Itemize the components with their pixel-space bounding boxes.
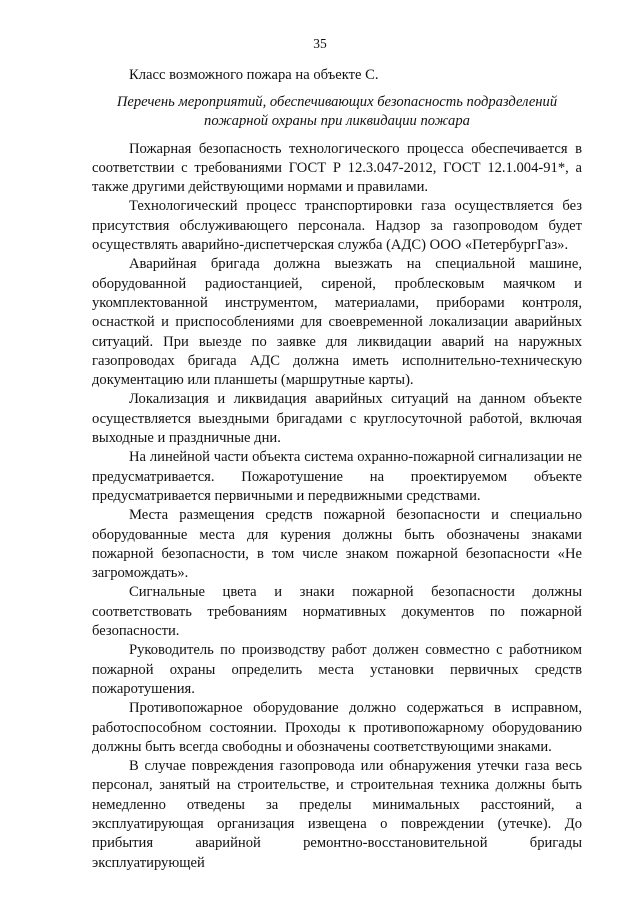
paragraph-safety-signs-placement: Места размещения средств пожарной безопасности и специально оборудованные места для курения должны быть обозначены знаками пожарной безопасности, в том числе знаком пожарной безопасности «Не загромождать». bbox=[92, 507, 582, 582]
section-heading: Перечень мероприятий, обеспечивающих безопасность подразделений пожарной охраны при ликвидации пожара bbox=[116, 94, 558, 130]
document-body bbox=[92, 66, 582, 873]
paragraph-signal-colors: Сигнальные цвета и знаки пожарной безопасности должны соответствовать требованиям нормативных документов по пожарной безопасности. bbox=[92, 584, 582, 640]
paragraph-gas-transport-supervision: Технологический процесс транспортировки газа осуществляется без присутствия обслуживающего персонала. Надзор за газопроводом будет осуществлять аварийно-диспетчерская служба (АДС) ООО «ПетербургГаз». bbox=[92, 198, 582, 254]
page-number: 35 bbox=[313, 36, 327, 51]
paragraph-fire-equipment-maintenance: Противопожарное оборудование должно содержаться в исправном, работоспособном состоянии. Проходы к противопожарному оборудованию должны быть всегда свободны и обозначены соответствующими знаками. bbox=[92, 700, 582, 755]
paragraph-emergency-team-equipment: Аварийная бригада должна выезжать на специальной машине, оборудованной радиостанцией, сиреной, проблесковым маячком и укомплектованной инструментом, материалами, приборами контроля, оснасткой и приспособлениями для своевременной локализации аварийных ситуаций. При выезде по заявке для ликвидации аварий на наружных газопроводах бригада АДС должна иметь исполнительно-техническую документацию или планшеты (маршрутные карты). bbox=[92, 256, 582, 389]
fire-class-line: Класс возможного пожара на объекте С. bbox=[129, 67, 379, 83]
paragraph-fire-alarm-system: На линейной части объекта система охранно-пожарной сигнализации не предусматривается. Пожаротушение на проектируемом объекте предусматривается первичными и передвижными средствами. bbox=[92, 449, 582, 504]
paragraph-work-supervisor: Руководитель по производству работ должен совместно с работником пожарной охраны определить места установки первичных средств пожаротушения. bbox=[92, 642, 582, 697]
paragraph-gas-leak-procedure: В случае повреждения газопровода или обнаружения утечки газа весь персонал, занятый на строительстве, и строительная техника должны быть немедленно отведены за пределы минимальных расстояний, а эксплуатирующая организация извещена о повреждении (утечке). До прибытия аварийной ремонтно-восстановительной бригады эксплуатирующей bbox=[92, 758, 582, 871]
paragraph-emergency-localization: Локализация и ликвидация аварийных ситуаций на данном объекте осуществляется выездными бригадами с круглосуточной работой, включая выходные и праздничные дни. bbox=[92, 391, 582, 447]
paragraph-fire-safety-standards: Пожарная безопасность технологического процесса обеспечивается в соответствии с требованиями ГОСТ Р 12.3.047-2012, ГОСТ 12.1.004-91*, а также другими действующими нормами и правилами. bbox=[92, 140, 582, 196]
